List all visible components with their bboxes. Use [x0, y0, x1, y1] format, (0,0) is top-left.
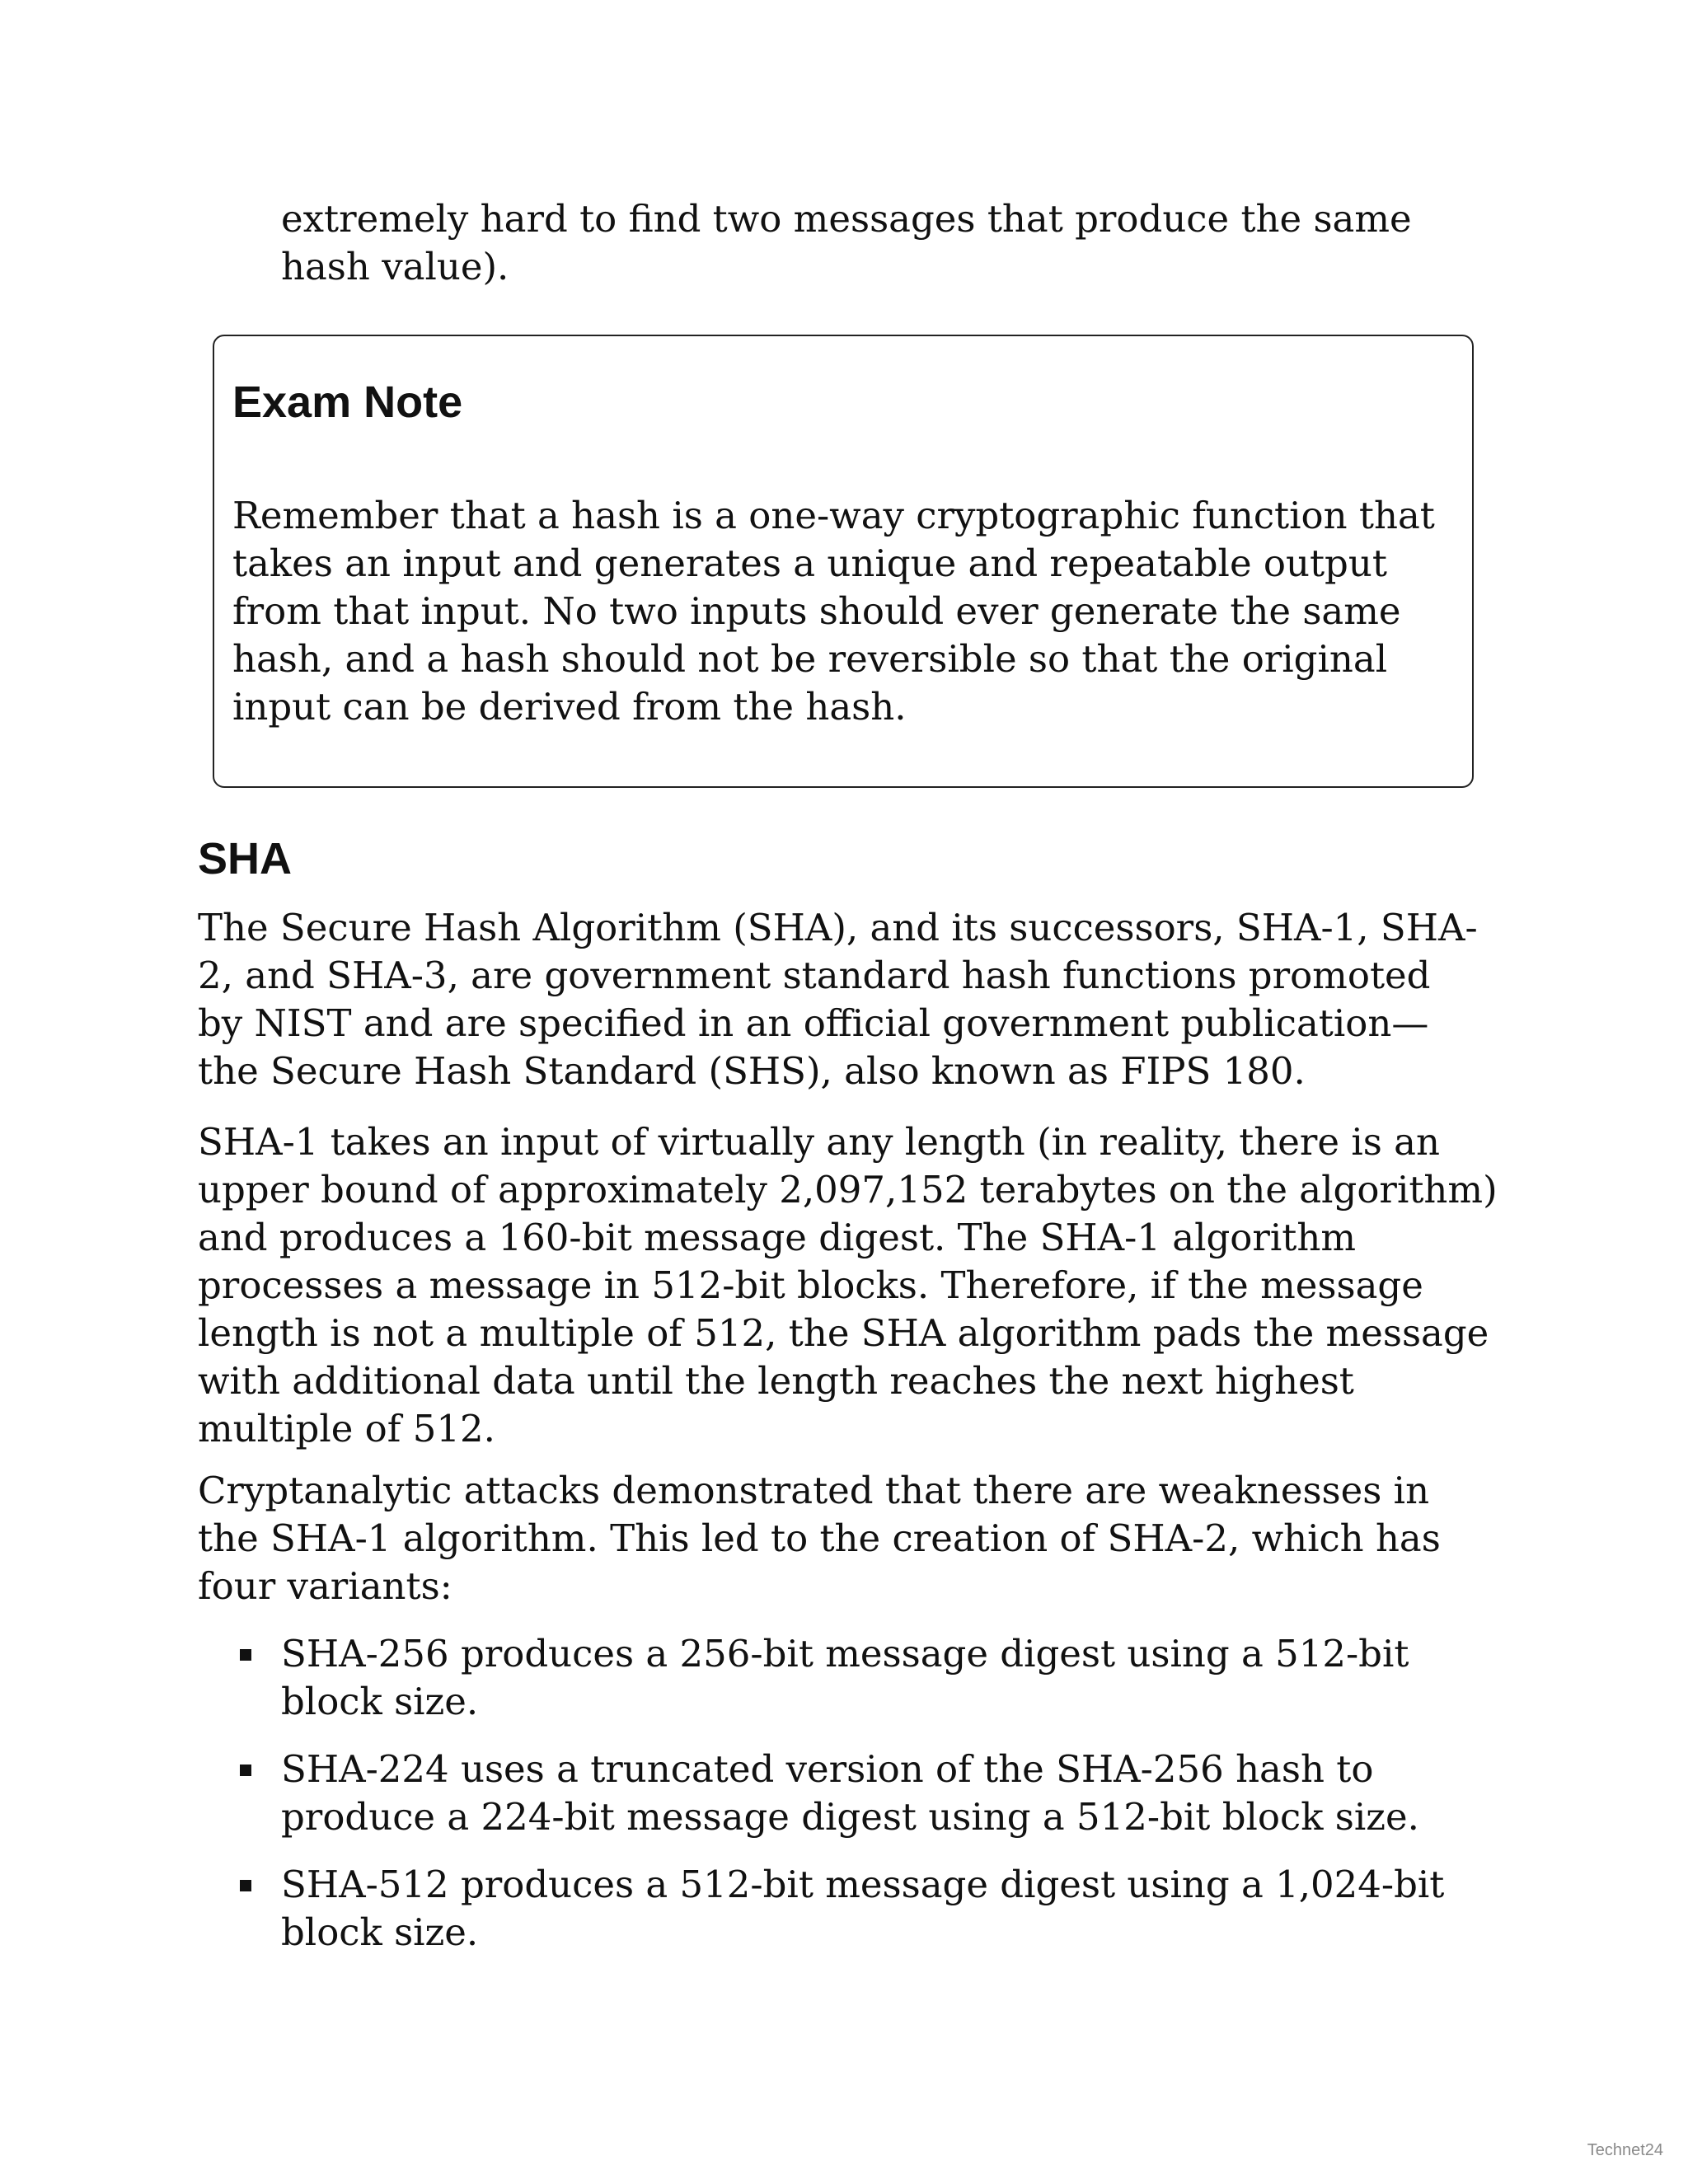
list-item-text: SHA-512 produces a 512-bit message digest using a 1,024-bit block size. [281, 1863, 1445, 1954]
list-item [198, 1630, 1484, 1726]
body-paragraph: SHA-1 takes an input of virtually any length (in reality, there is an upper bound of approximately 2,097,152 terabytes on the algorithm) and produces a 160-bit message digest. The SHA-1 algorithm processes a message in 512-bit blocks. Therefore, if the message length is not a multiple of 512, the SHA algorithm pads the message with additional data until the length reaches the next highest multiple of 512. [198, 1120, 1498, 1451]
continuation-paragraph: extremely hard to find two messages that produce the same hash value). [281, 197, 1412, 288]
list-item [198, 1861, 1484, 1957]
section-heading: SHA [198, 834, 293, 883]
body-paragraph: The Secure Hash Algorithm (SHA), and its successors, SHA-1, SHA-2, and SHA-3, are government standard hash functions promoted by NIST and are specified in an official government publication—the Secure Hash Standard (SHS), also known as FIPS 180. [198, 906, 1478, 1093]
body-paragraph: Cryptanalytic attacks demonstrated that there are weaknesses in the SHA-1 algorithm. This led to the creation of SHA-2, which has four variants: [198, 1469, 1441, 1608]
list-item [198, 1746, 1484, 1841]
exam-note-box [213, 335, 1474, 788]
list-item-text: SHA-256 produces a 256-bit message digest using a 512-bit block size. [281, 1632, 1409, 1723]
square-bullet-icon [240, 1880, 251, 1891]
exam-note-body: Remember that a hash is a one-way cryptographic function that takes an input and generates a unique and repeatable output from that input. No two inputs should ever generate the same hash, and a hash should not be reversible so that the original input can be derived from the hash. [232, 494, 1435, 729]
watermark: Technet24 [1587, 2141, 1663, 2159]
square-bullet-icon [240, 1649, 251, 1661]
sha2-variants-list [198, 1630, 1484, 1976]
list-item-text: SHA-224 uses a truncated version of the SHA-256 hash to produce a 224-bit message digest using a 512-bit block size. [281, 1747, 1419, 1839]
square-bullet-icon [240, 1765, 251, 1776]
exam-note-title: Exam Note [232, 377, 463, 427]
